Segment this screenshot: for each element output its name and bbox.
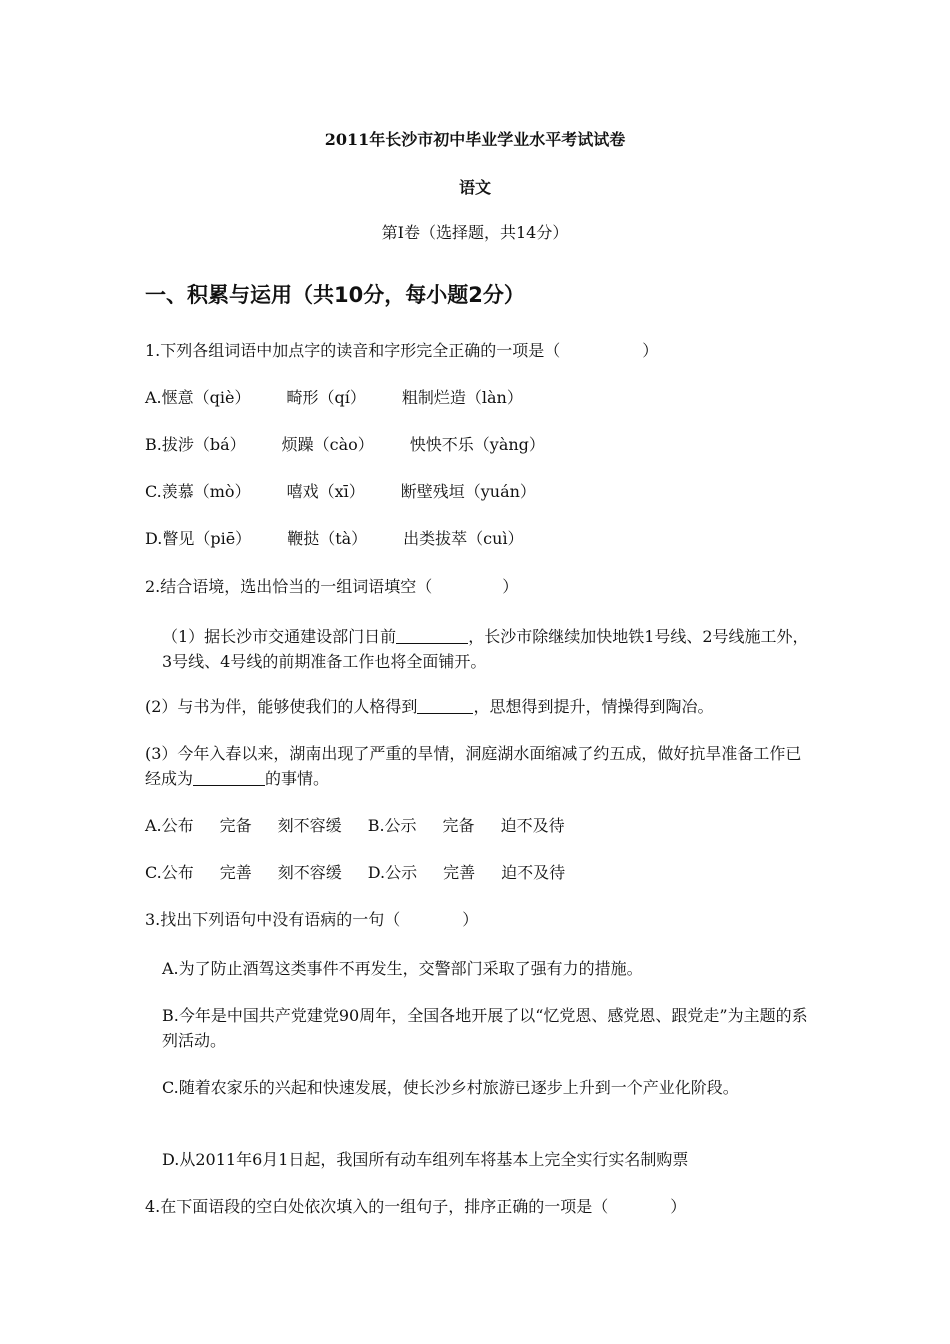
q2-sentence-2: (2）与书为伴，能够使我们的人格得到 ，思想得到提升，情操得到陶冶。 — [145, 697, 714, 716]
q3-option-a: A.为了防止酒驾这类事件不再发生，交警部门采取了强有力的措施。 — [162, 959, 643, 978]
fill-blank — [193, 767, 265, 786]
q1-option-a: A.惬意（qiè） 畸形（qí） 粗制烂造（làn） — [145, 388, 523, 407]
section-note: 第Ⅰ卷（选择题，共14分） — [381, 223, 569, 242]
q2-sentence-3: (3）今年入春以来，湖南出现了严重的旱情，洞庭湖水面缩减了约五成，做好抗旱准备工作已经成为 的事情。 — [145, 744, 802, 788]
q2-options-cd: C.公布 完善 刻不容缓 D.公示 完善 迫不及待 — [145, 863, 566, 882]
q1-stem: 1.下列各组词语中加点字的读音和字形完全正确的一项是（ ） — [145, 341, 659, 360]
q4-stem: 4.在下面语段的空白处依次填入的一组句子，排序正确的一项是（ ） — [145, 1197, 687, 1216]
q1-option-d: D.瞥见（piē） 鞭挞（tà） 出类拔萃（cuì） — [145, 529, 524, 548]
part1-heading: 一、积累与运用（共10分，每小题2分） — [145, 283, 525, 307]
fill-blank — [417, 695, 473, 714]
q2-sentence-1: （1）据长沙市交通建设部门日前 ，长沙市除继续加快地铁1号线、2号线施工外，3号线、4号线的前期准备工作也将全面铺开。 — [162, 627, 809, 671]
q3-stem: 3.找出下列语句中没有语病的一句（ ） — [145, 910, 479, 929]
q3-option-c: C.随着农家乐的兴起和快速发展，使长沙乡村旅游已逐步上升到一个产业化阶段。 — [162, 1078, 739, 1097]
exam-title: 2011年长沙市初中毕业学业水平考试试卷 — [324, 130, 626, 149]
q3-option-d: D.从2011年6月1日起，我国所有动车组列车将基本上完全实行实名制购票 — [162, 1150, 689, 1169]
fill-blank — [396, 625, 468, 644]
q2-options-ab: A.公布 完备 刻不容缓 B.公示 完备 迫不及待 — [145, 816, 565, 835]
q3-option-b: B.今年是中国共产党建党90周年，全国各地开展了以“忆党恩、感党恩、跟党走”为主题的系列活动。 — [162, 1006, 808, 1050]
subject-title: 语文 — [458, 178, 491, 197]
q2-stem: 2.结合语境，选出恰当的一组词语填空（ ） — [145, 577, 519, 596]
q1-option-b: B.拔涉（bá） 烦躁（cào） 怏怏不乐（yàng） — [145, 435, 545, 454]
q1-option-c: C.羡慕（mò） 嘻戏（xī） 断壁残垣（yuán） — [145, 482, 536, 501]
